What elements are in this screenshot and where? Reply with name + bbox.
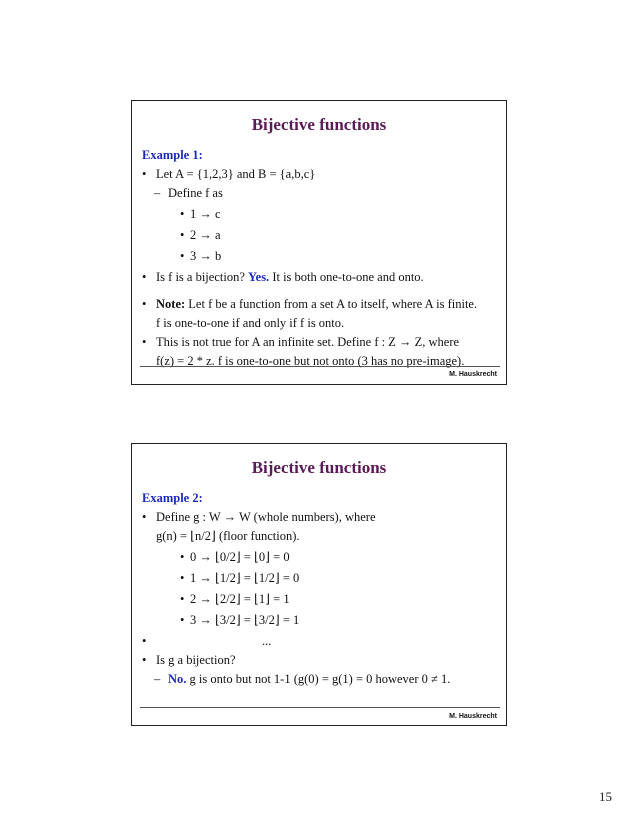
answer-text: It is both one-to-one and onto. (272, 270, 424, 284)
infinite-continuation: f(z) = 2 * z. f is one-to-one but not onto (3 has no pre-image). (156, 354, 465, 368)
mapping-item: • 2 → ⌊2/2⌋ = ⌊1⌋ = 1 (142, 590, 498, 609)
answer-yes: Yes. (248, 270, 270, 284)
mapping-item: • 1 → c (142, 205, 498, 224)
bullet-note (142, 295, 498, 314)
bullet-let: • Let A = {1,2,3} and B = {a,b,c} (142, 165, 498, 184)
mapping-item: • 0 → ⌊0/2⌋ = ⌊0⌋ = 0 (142, 548, 498, 567)
mapping-item: • 3 → b (142, 247, 498, 266)
bullet-question: • Is g a bijection? (142, 651, 498, 670)
bullet-define: • Define g : W → W (whole numbers), where (142, 508, 498, 527)
page-number: 15 (599, 789, 612, 804)
bullet-ellipsis: • ... (142, 632, 498, 651)
slide-title: Bijective functions (251, 115, 387, 134)
author-label: M. Hauskrecht (449, 713, 497, 720)
slide-content (142, 489, 498, 689)
bullet-infinite: • This is not true for A an infinite set. Define f : Z → Z, where (142, 333, 498, 352)
example-label: Example 1: (142, 148, 203, 162)
note-continuation: f is one-to-one if and only if f is onto. (156, 316, 345, 330)
example-label: Example 2: (142, 491, 203, 505)
bullet-question (142, 268, 498, 287)
answer-no: No. (168, 672, 187, 686)
footer-rule (140, 366, 500, 367)
mapping-item: • 1 → ⌊1/2⌋ = ⌊1/2⌋ = 0 (142, 569, 498, 588)
author-label: M. Hauskrecht (449, 371, 497, 378)
note-label: Note: (156, 297, 186, 311)
slide-2 (131, 443, 507, 726)
slide-title: Bijective functions (251, 458, 387, 477)
question-text: Is f is a bijection? (156, 270, 245, 284)
mapping-item: • 3 → ⌊3/2⌋ = ⌊3/2⌋ = 1 (142, 611, 498, 630)
note-text: Let f be a function from a set A to itself, where A is finite. (188, 297, 478, 311)
footer-rule (140, 707, 500, 708)
slide-content (142, 146, 498, 371)
slide-1 (131, 100, 507, 385)
dash-define: – Define f as (142, 184, 498, 203)
mapping-item: • 2 → a (142, 226, 498, 245)
dash-answer (142, 670, 498, 689)
answer-text: g is onto but not 1-1 (g(0) = g(1) = 0 however 0 ≠ 1. (189, 672, 451, 686)
define-continuation: g(n) = ⌊n/2⌋ (floor function). (156, 529, 300, 543)
